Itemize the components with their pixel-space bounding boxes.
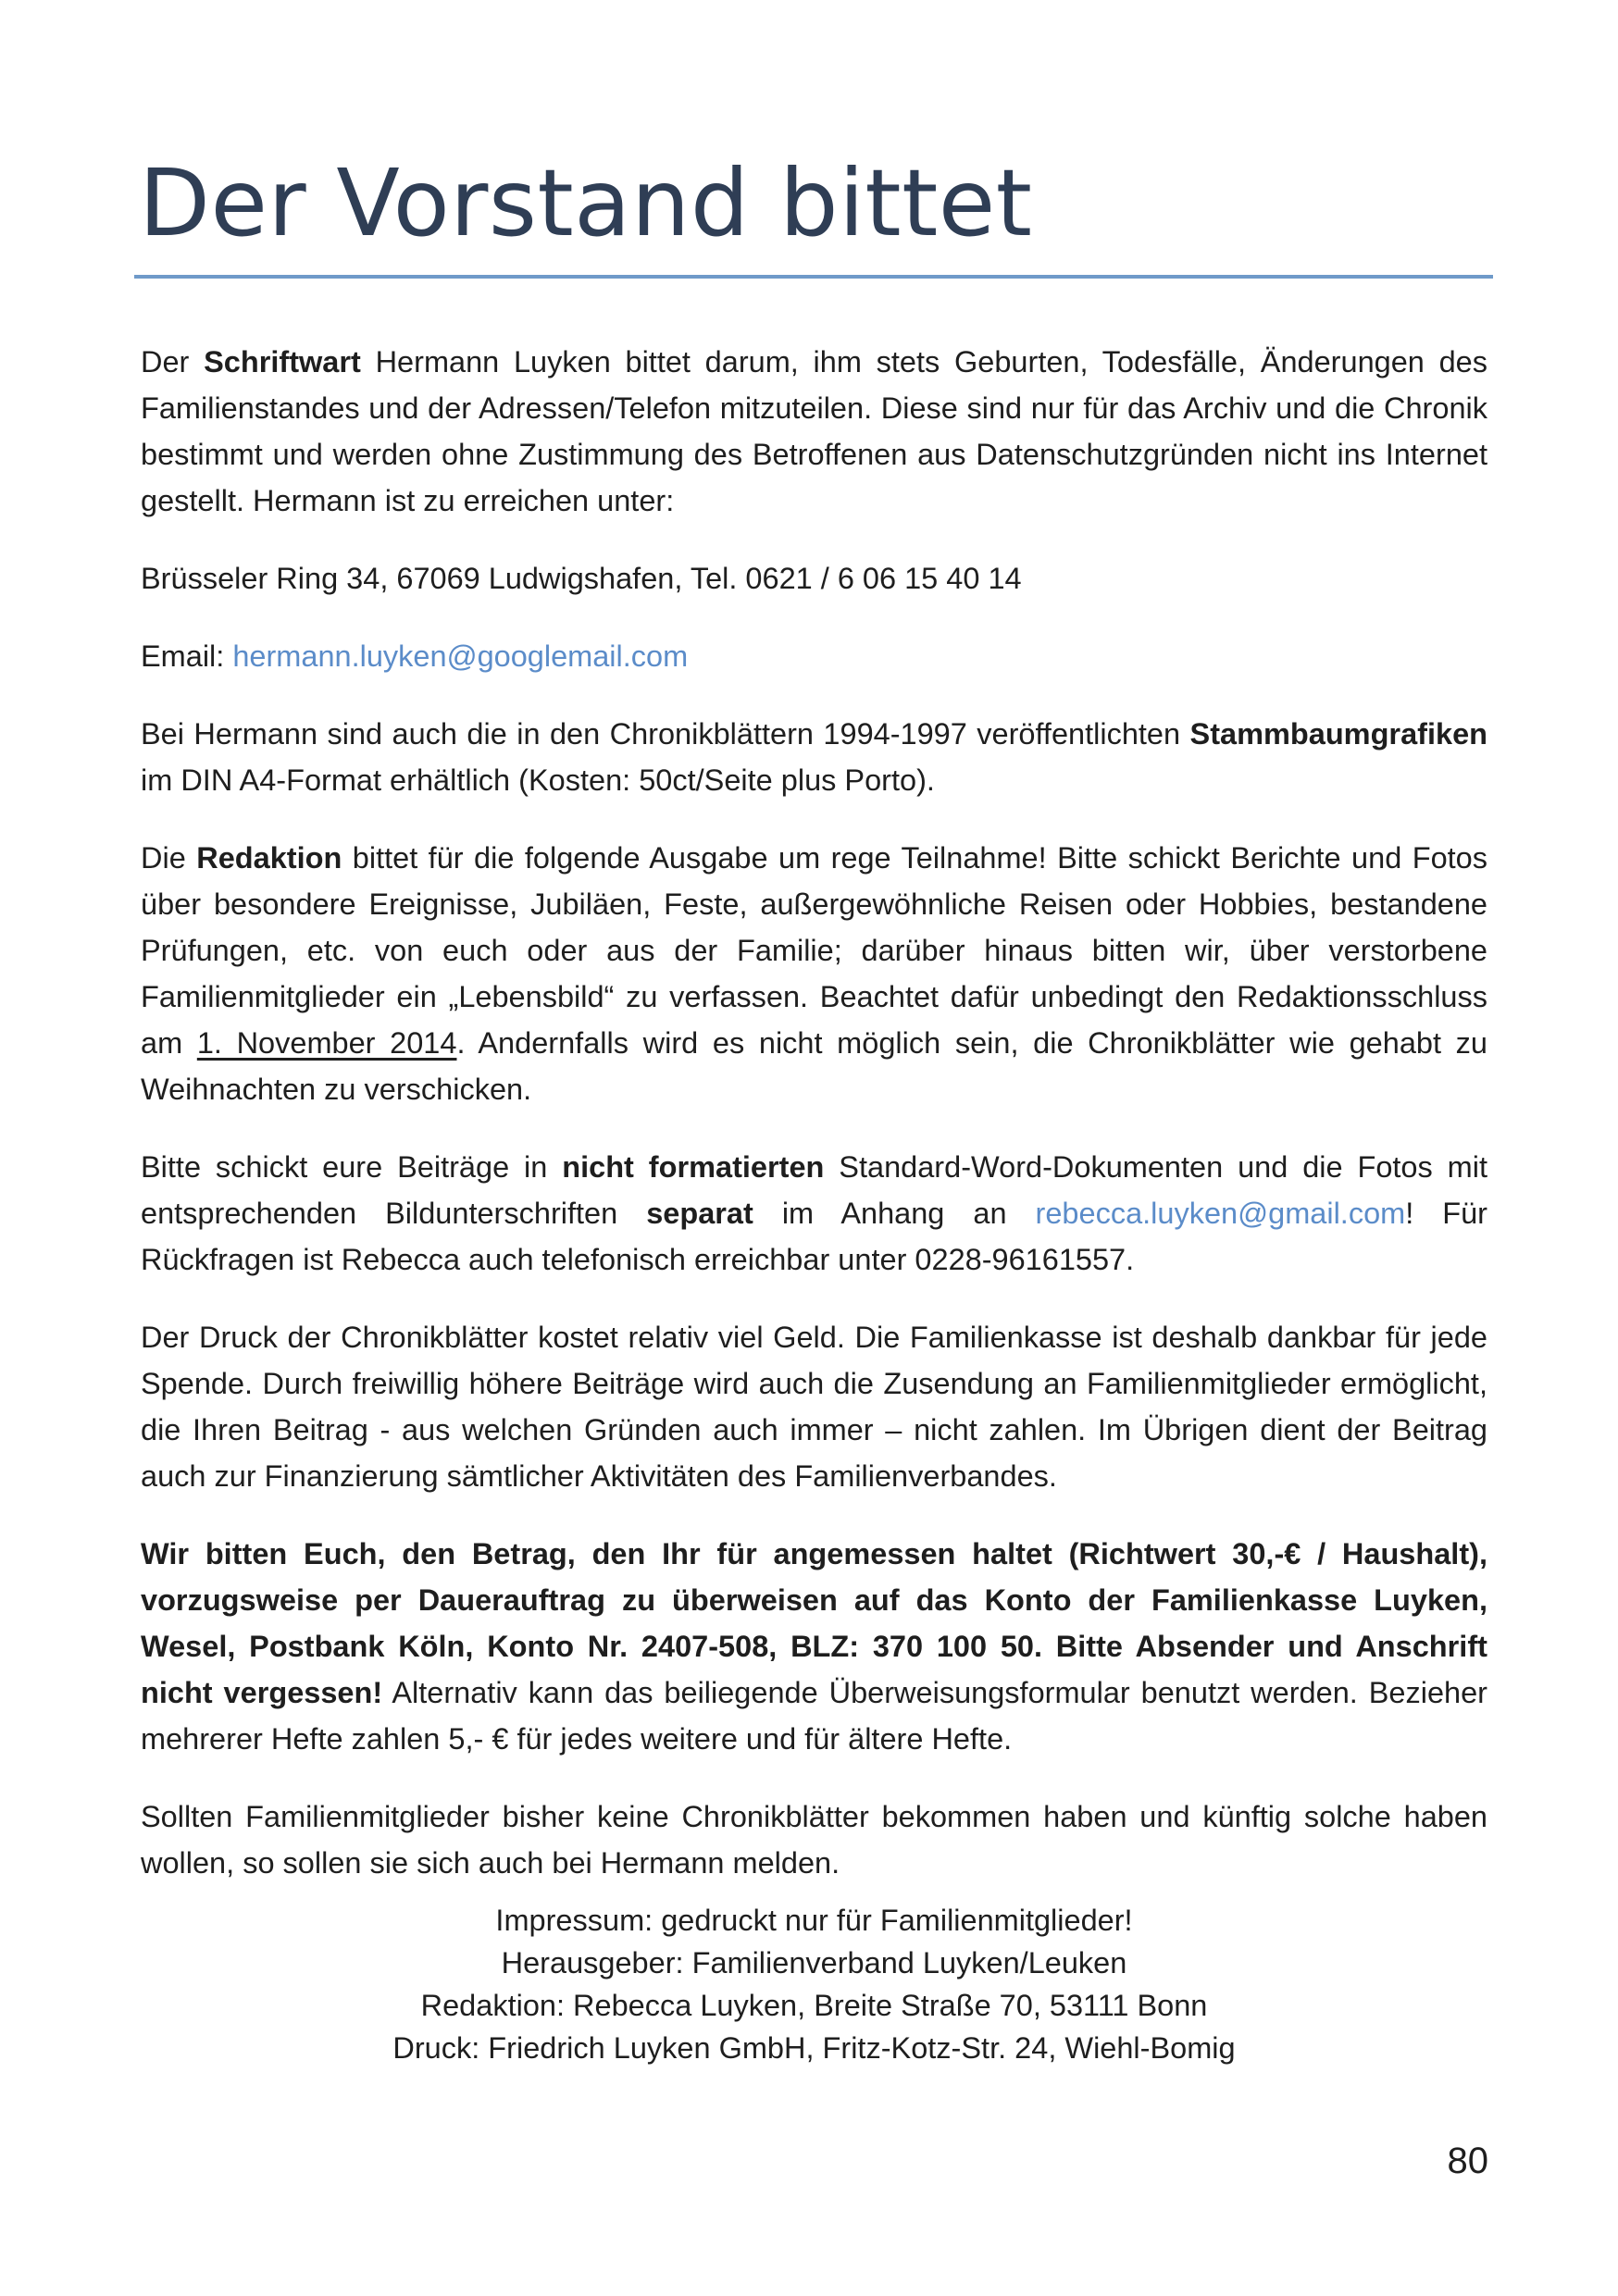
email-label: Email: bbox=[141, 639, 233, 673]
paragraph-email bbox=[141, 633, 1487, 679]
paragraph-beitraege bbox=[141, 1144, 1487, 1283]
impressum-block bbox=[141, 1899, 1487, 2069]
paragraph-neue-mitglieder: Sollten Familienmitglieder bisher keine Chronikblätter bekommen haben und künftig solche haben wollen, so sollen sie sich auch bei Hermann melden. bbox=[141, 1800, 1487, 1880]
impressum-line: Druck: Friedrich Luyken GmbH, Fritz-Kotz-Str. 24, Wiehl-Bomig bbox=[392, 2031, 1236, 2065]
text-segment: bittet für die folgende Ausgabe um rege Teilnahme! Bitte schickt Berichte und Fotos über besondere Ereignisse, Jubiläen, Feste, außergewöhnliche Reisen oder Hobbies, bestandene Prüfungen, etc. von euch oder aus der Familie; darüber hinaus bitten wir, über verstorbene Familienmitglieder ein „Lebensbild“ zu verfassen. Beachtet dafür unbedingt den Redaktionsschluss am bbox=[141, 841, 1487, 1060]
text-segment: Bei Hermann sind auch die in den Chronikblättern 1994-1997 veröffentlichten bbox=[141, 717, 1190, 751]
paragraph-redaktion bbox=[141, 835, 1487, 1112]
bold-term-schriftwart: Schriftwart bbox=[204, 345, 361, 379]
page-number: 80 bbox=[1447, 2141, 1488, 2181]
bold-bank-details: Wir bitten Euch, den Betrag, den Ihr für angemessen haltet (Richtwert 30,-€ / Haushalt), vorzugsweise per Dauerauftrag zu überweisen auf das Konto der Familienkasse Luyken, Wesel, Postbank Köln, Konto Nr. 2407-508, BLZ: 370 100 50. Bitte Absender und Anschrift nicht vergessen! bbox=[141, 1537, 1487, 1709]
bold-term-nicht-formatierten: nicht formatierten bbox=[562, 1150, 825, 1184]
email-link-hermann[interactable]: hermann.luyken@googlemail.com bbox=[232, 639, 689, 673]
impressum-line: Impressum: gedruckt nur für Familienmitglieder! bbox=[495, 1904, 1133, 1937]
text-segment: Alternativ kann das beiliegende Überweisungsformular benutzt werden. Bezieher mehrerer Hefte zahlen 5,- € für jedes weitere und für ältere Hefte. bbox=[141, 1676, 1487, 1756]
text-segment: Hermann Luyken bittet darum, ihm stets Geburten, Todesfälle, Änderungen des Familienstandes und der Adressen/Telefon mitzuteilen. Diese sind nur für das Archiv und die Chronik bestimmt und werden ohne Zustimmung des Betroffenen aus Datenschutzgründen nicht ins Internet gestellt. Hermann ist zu erreichen unter: bbox=[141, 345, 1487, 517]
bold-term-stammbaumgrafiken: Stammbaumgrafiken bbox=[1189, 717, 1487, 751]
email-link-rebecca[interactable]: rebecca.luyken@gmail.com bbox=[1035, 1197, 1406, 1230]
paragraph-schriftwart bbox=[141, 339, 1487, 524]
text-segment: im Anhang an bbox=[753, 1197, 1036, 1230]
title-divider bbox=[134, 275, 1493, 279]
bold-term-separat: separat bbox=[646, 1197, 753, 1230]
text-segment: Die bbox=[141, 841, 197, 875]
text-segment: Der bbox=[141, 345, 205, 379]
text-segment: im DIN A4-Format erhältlich (Kosten: 50ct/Seite plus Porto). bbox=[141, 763, 935, 797]
text-segment: Bitte schickt eure Beiträge in bbox=[141, 1150, 563, 1184]
text-segment: Standard-Word-Dokumenten und die Fotos mit entsprechenden Bildunterschriften bbox=[141, 1150, 1487, 1230]
text-segment: ! Für Rückfragen ist Rebecca auch telefonisch erreichbar unter 0228-96161557. bbox=[141, 1197, 1487, 1276]
paragraph-address: Brüsseler Ring 34, 67069 Ludwigshafen, Tel. 0621 / 6 06 15 40 14 bbox=[141, 562, 1022, 595]
text-segment: . Andernfalls wird es nicht möglich sein, die Chronikblätter wie gehabt zu Weihnachten zu verschicken. bbox=[141, 1026, 1487, 1106]
paragraph-stammbaum bbox=[141, 711, 1487, 803]
bold-term-redaktion: Redaktion bbox=[196, 841, 342, 875]
impressum-line: Herausgeber: Familienverband Luyken/Leuken bbox=[501, 1946, 1127, 1980]
impressum-line: Redaktion: Rebecca Luyken, Breite Straße 70, 53111 Bonn bbox=[420, 1989, 1208, 2022]
paragraph-druck: Der Druck der Chronikblätter kostet relativ viel Geld. Die Familienkasse ist deshalb dankbar für jede Spende. Durch freiwillig höhere Beiträge wird auch die Zusendung an Familienmitglieder ermöglicht, die Ihren Beitrag - aus welchen Gründen auch immer – nicht zahlen. Im Übrigen dient der Beitrag auch zur Finanzierung sämtlicher Aktivitäten des Familienverbandes. bbox=[141, 1321, 1487, 1493]
paragraph-spende bbox=[141, 1531, 1487, 1762]
document-body bbox=[141, 339, 1487, 1917]
page-title: Der Vorstand bittet bbox=[139, 149, 1033, 257]
deadline-date: 1. November 2014 bbox=[196, 1026, 457, 1060]
